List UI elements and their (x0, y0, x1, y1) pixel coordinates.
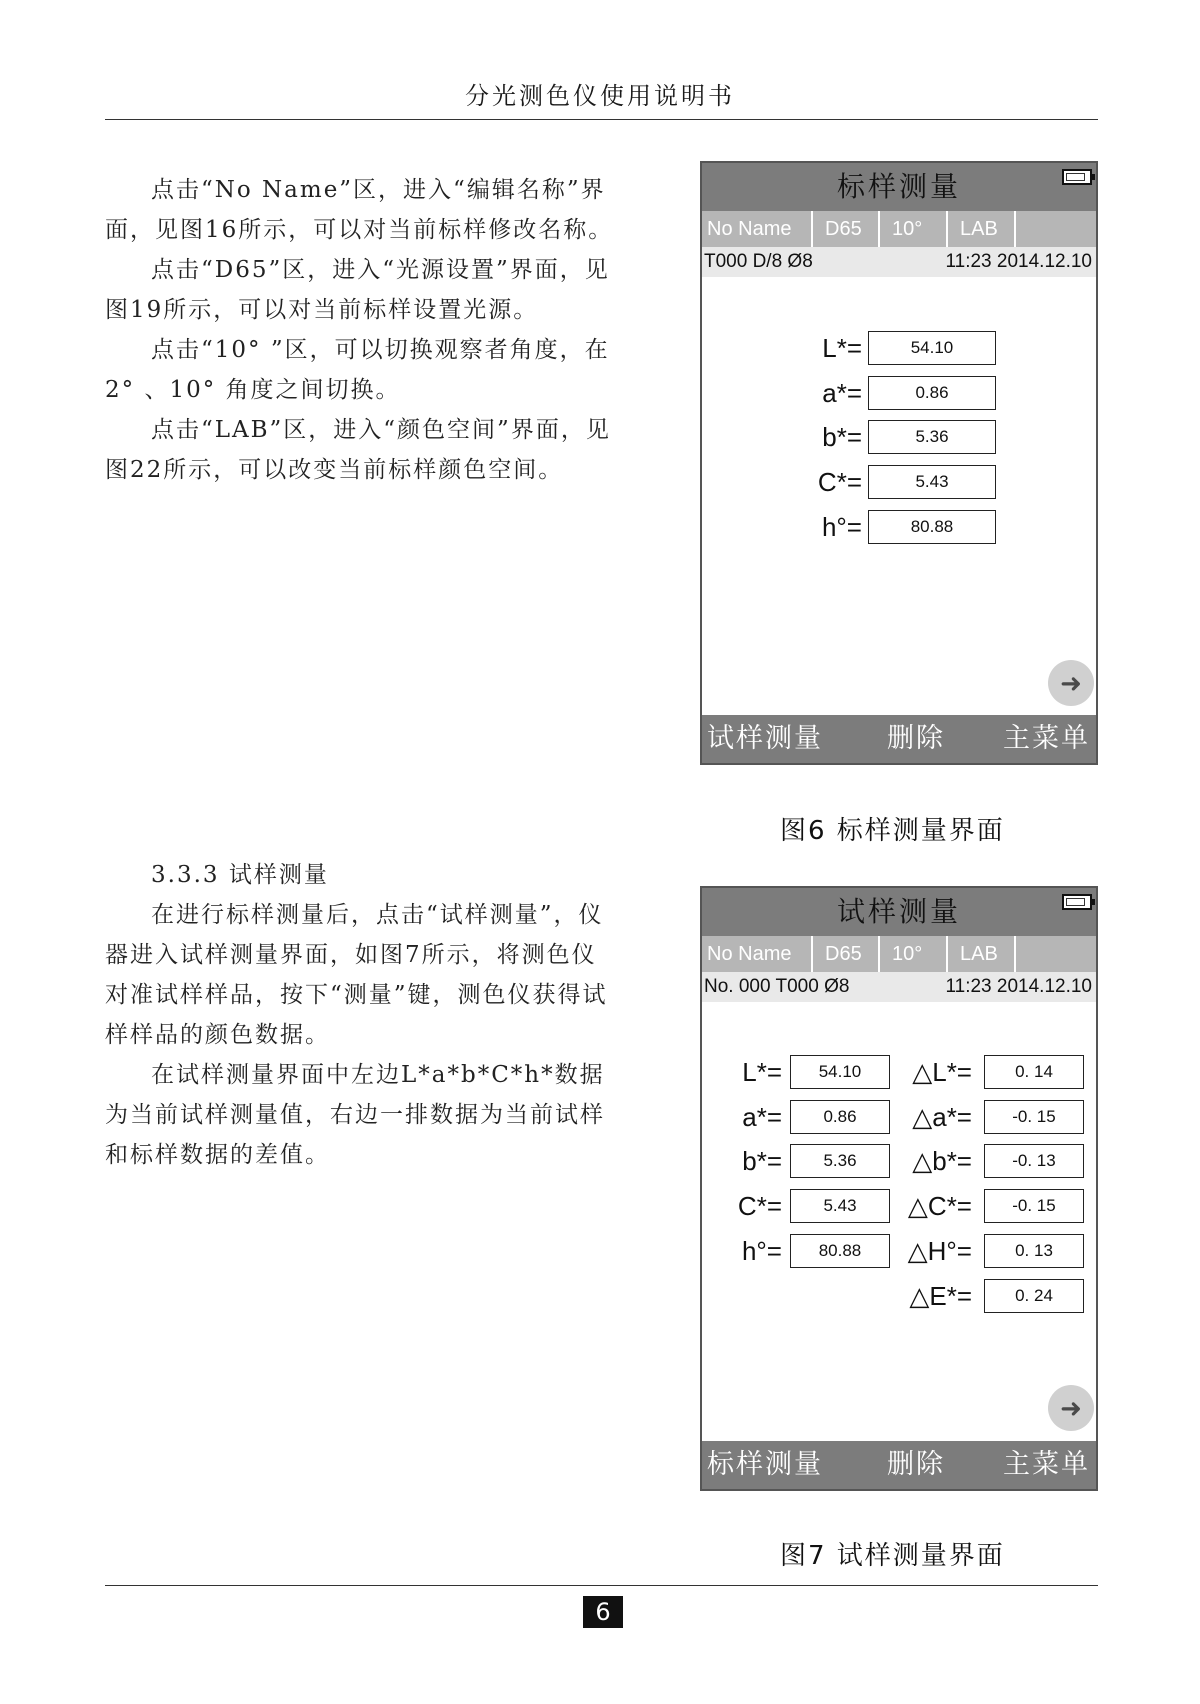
value-c: 5.43 (868, 465, 996, 499)
info-bar (702, 247, 1096, 277)
label-delta-c: △C*= (907, 1191, 972, 1221)
figure7-caption: 图7 试样测量界面 (780, 1541, 1005, 1571)
label-h: h°= (821, 512, 862, 542)
value-b: 5.36 (790, 1144, 890, 1178)
label-h: h°= (741, 1236, 782, 1266)
paragraph: 点击“LAB”区，进入“颜色空间”界面，见图22所示，可以改变当前标样颜色空间。 (105, 417, 611, 483)
footer-rule (105, 1585, 1098, 1586)
info-bar (702, 972, 1096, 1002)
label-delta-e: △E*= (909, 1281, 972, 1311)
standard-measure-button[interactable]: 标样测量 (707, 1449, 823, 1480)
tab-no-name[interactable]: No Name (702, 211, 813, 247)
screen-title: 标样测量 (702, 163, 1096, 211)
tab-bar (702, 211, 1096, 247)
label-l: L*= (822, 333, 862, 363)
label-a: a*= (822, 378, 862, 408)
battery-icon (1062, 169, 1092, 185)
value-delta-c: -0. 15 (984, 1189, 1084, 1223)
label-delta-h: △H°= (907, 1236, 972, 1266)
tab-observer[interactable]: 10° (880, 936, 948, 972)
next-arrow-icon[interactable]: ➜ (1048, 1385, 1094, 1431)
value-l: 54.10 (868, 331, 996, 365)
value-delta-h: 0. 13 (984, 1234, 1084, 1268)
value-a: 0.86 (868, 376, 996, 410)
value-h: 80.88 (868, 510, 996, 544)
tab-color-space[interactable]: LAB (948, 936, 1016, 972)
header-rule (105, 119, 1098, 120)
main-menu-button[interactable]: 主菜单 (1003, 723, 1090, 754)
sample-measure-button[interactable]: 试样测量 (707, 723, 823, 754)
tab-no-name[interactable]: No Name (702, 936, 813, 972)
sample-info: T000 D/8 Ø8 (704, 251, 813, 272)
value-b: 5.36 (868, 420, 996, 454)
label-b: b*= (742, 1146, 782, 1176)
tab-observer[interactable]: 10° (880, 211, 948, 247)
value-delta-a: -0. 15 (984, 1100, 1084, 1134)
paragraph: 在试样测量界面中左边L*a*b*C*h*数据为当前试样测量值，右边一排数据为当前试样和标样数据的差值。 (105, 1062, 605, 1168)
paragraph: 点击“No Name”区，进入“编辑名称”界面，见图16所示，可以对当前标样修改名称。 (105, 177, 614, 243)
section1-text (105, 170, 615, 490)
tab-illuminant[interactable]: D65 (813, 936, 880, 972)
paragraph: 在进行标样测量后，点击“试样测量”，仪器进入试样测量界面，如图7所示，将测色仪对准试样样品，按下“测量”键，测色仪获得试样样品的颜色数据。 (105, 902, 608, 1048)
value-delta-b: -0. 13 (984, 1144, 1084, 1178)
value-h: 80.88 (790, 1234, 890, 1268)
screen-title: 试样测量 (702, 888, 1096, 936)
sample-measurement-screen (700, 886, 1098, 1491)
battery-icon (1062, 894, 1092, 910)
value-l: 54.10 (790, 1055, 890, 1089)
label-c: C*= (737, 1191, 782, 1221)
value-delta-e: 0. 24 (984, 1279, 1084, 1313)
standard-measurement-screen (700, 161, 1098, 765)
tab-color-space[interactable]: LAB (948, 211, 1016, 247)
sample-info: No. 000 T000 Ø8 (704, 976, 850, 997)
value-c: 5.43 (790, 1189, 890, 1223)
label-c: C*= (817, 467, 862, 497)
value-a: 0.86 (790, 1100, 890, 1134)
label-delta-b: △b*= (912, 1146, 972, 1176)
main-menu-button[interactable]: 主菜单 (1003, 1449, 1090, 1480)
delete-button[interactable]: 删除 (887, 723, 945, 754)
label-b: b*= (822, 422, 862, 452)
tab-bar (702, 936, 1096, 972)
paragraph: 点击“10° ”区，可以切换观察者角度，在2° 、10° 角度之间切换。 (105, 337, 610, 403)
next-arrow-icon[interactable]: ➜ (1048, 660, 1094, 706)
tab-illuminant[interactable]: D65 (813, 211, 880, 247)
value-delta-l: 0. 14 (984, 1055, 1084, 1089)
page-header-title: 分光测色仪使用说明书 (465, 82, 735, 110)
bottom-bar (702, 1441, 1096, 1489)
page-number: 6 (583, 1596, 623, 1628)
datetime: 11:23 2014.12.10 (945, 251, 1092, 272)
section-heading: 3.3.3 试样测量 (151, 862, 329, 888)
paragraph: 点击“D65”区，进入“光源设置”界面，见图19所示，可以对当前标样设置光源。 (105, 257, 610, 323)
label-delta-a: △a*= (912, 1102, 972, 1132)
bottom-bar (702, 715, 1096, 763)
datetime: 11:23 2014.12.10 (945, 976, 1092, 997)
figure6-caption: 图6 标样测量界面 (780, 816, 1005, 846)
label-delta-l: △L*= (912, 1057, 972, 1087)
section2-text (105, 855, 615, 1175)
label-a: a*= (742, 1102, 782, 1132)
delete-button[interactable]: 删除 (887, 1449, 945, 1480)
label-l: L*= (742, 1057, 782, 1087)
